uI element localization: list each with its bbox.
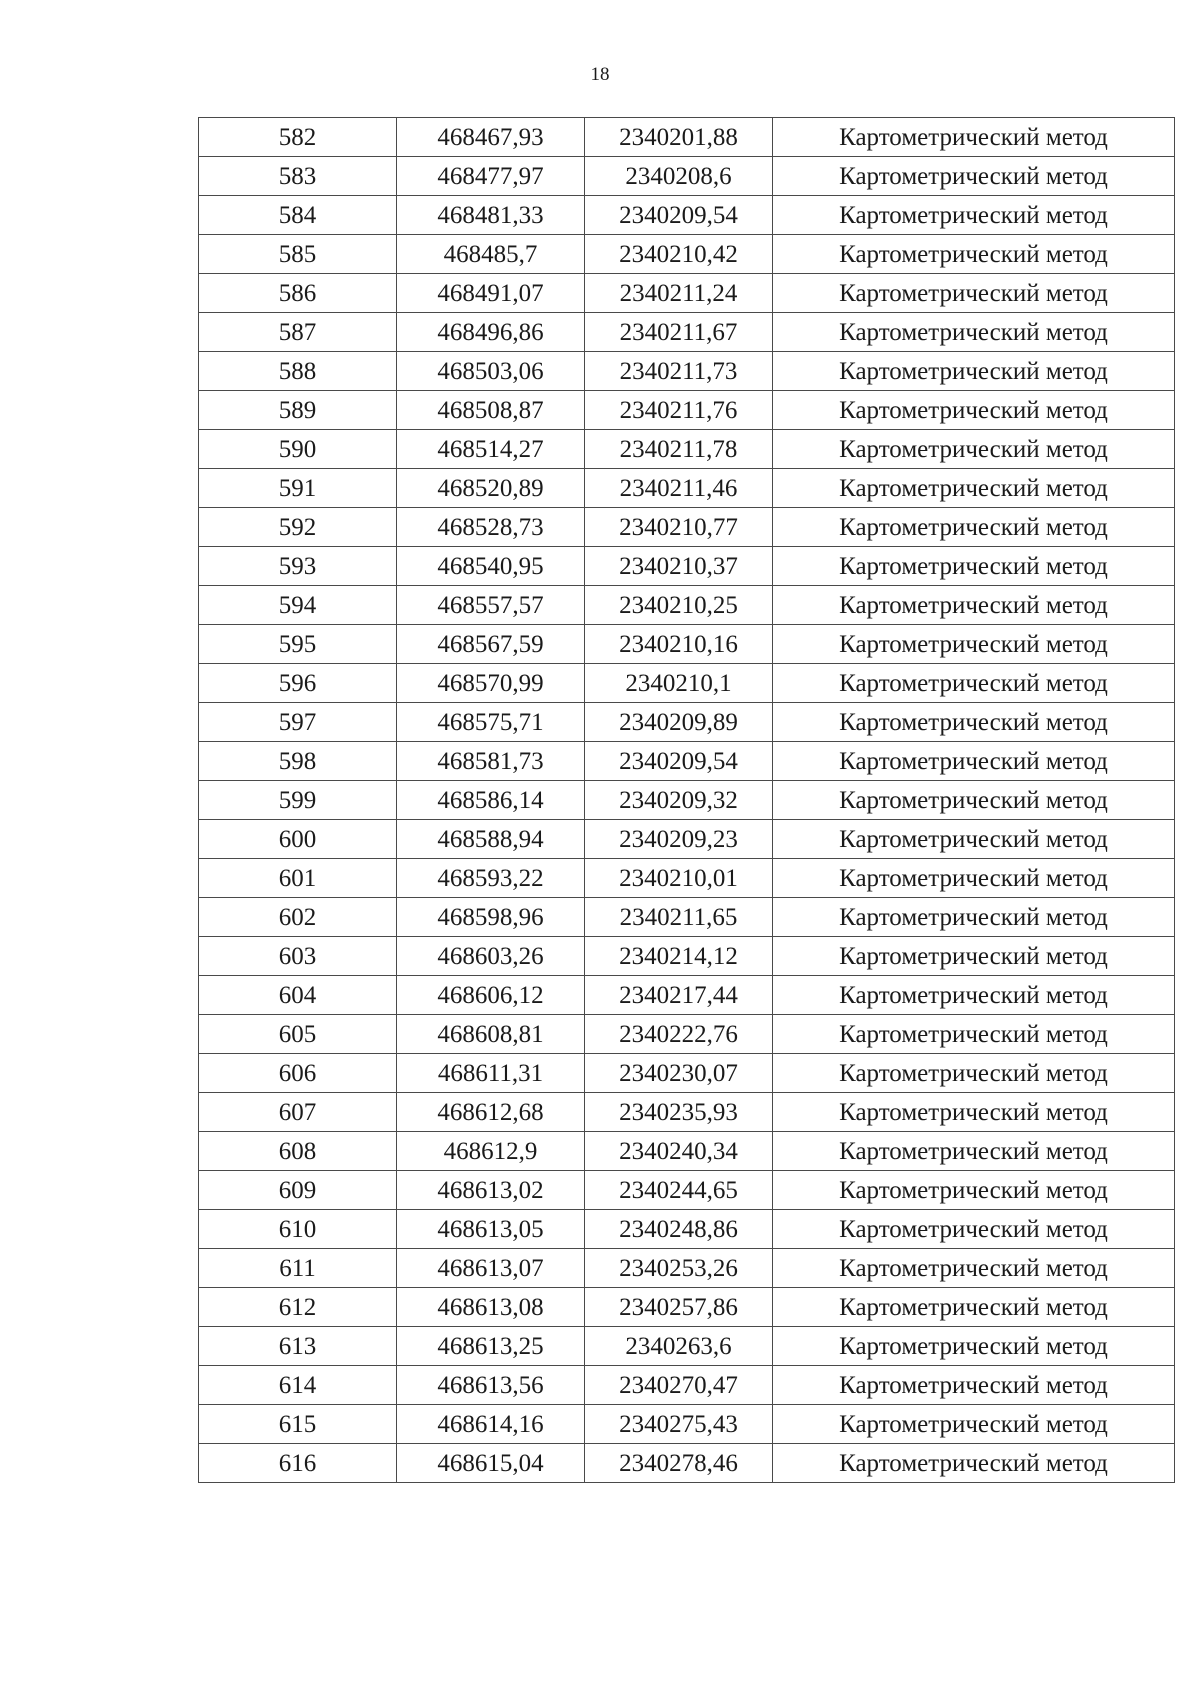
point-number-cell: 601 [199, 859, 397, 898]
page-number: 18 [590, 64, 610, 85]
y-coordinate-cell: 2340214,12 [585, 937, 773, 976]
x-coordinate-cell: 468613,07 [397, 1249, 585, 1288]
point-number-cell: 598 [199, 742, 397, 781]
method-cell: Картометрический метод [773, 1054, 1175, 1093]
table-row [199, 976, 1175, 1015]
point-number-cell: 612 [199, 1288, 397, 1327]
x-coordinate-cell: 468491,07 [397, 274, 585, 313]
method-cell: Картометрический метод [773, 157, 1175, 196]
x-coordinate-cell: 468611,31 [397, 1054, 585, 1093]
point-number-cell: 583 [199, 157, 397, 196]
y-coordinate-cell: 2340201,88 [585, 118, 773, 157]
method-cell: Картометрический метод [773, 235, 1175, 274]
table-row [199, 352, 1175, 391]
table-row [199, 430, 1175, 469]
table-row [199, 1171, 1175, 1210]
y-coordinate-cell: 2340210,77 [585, 508, 773, 547]
point-number-cell: 596 [199, 664, 397, 703]
point-number-cell: 597 [199, 703, 397, 742]
point-number-cell: 616 [199, 1444, 397, 1483]
x-coordinate-cell: 468567,59 [397, 625, 585, 664]
table-row [199, 508, 1175, 547]
x-coordinate-cell: 468575,71 [397, 703, 585, 742]
point-number-cell: 615 [199, 1405, 397, 1444]
point-number-cell: 599 [199, 781, 397, 820]
point-number-cell: 591 [199, 469, 397, 508]
y-coordinate-cell: 2340278,46 [585, 1444, 773, 1483]
method-cell: Картометрический метод [773, 469, 1175, 508]
table-row [199, 118, 1175, 157]
y-coordinate-cell: 2340211,46 [585, 469, 773, 508]
table-row [199, 820, 1175, 859]
table-row [199, 235, 1175, 274]
y-coordinate-cell: 2340270,47 [585, 1366, 773, 1405]
x-coordinate-cell: 468508,87 [397, 391, 585, 430]
table-row [199, 1249, 1175, 1288]
method-cell: Картометрический метод [773, 664, 1175, 703]
point-number-cell: 588 [199, 352, 397, 391]
y-coordinate-cell: 2340208,6 [585, 157, 773, 196]
x-coordinate-cell: 468614,16 [397, 1405, 585, 1444]
y-coordinate-cell: 2340210,16 [585, 625, 773, 664]
point-number-cell: 606 [199, 1054, 397, 1093]
coordinates-table [198, 117, 1175, 1483]
x-coordinate-cell: 468586,14 [397, 781, 585, 820]
method-cell: Картометрический метод [773, 1405, 1175, 1444]
y-coordinate-cell: 2340209,32 [585, 781, 773, 820]
method-cell: Картометрический метод [773, 703, 1175, 742]
y-coordinate-cell: 2340209,89 [585, 703, 773, 742]
y-coordinate-cell: 2340210,42 [585, 235, 773, 274]
table-row [199, 1366, 1175, 1405]
point-number-cell: 608 [199, 1132, 397, 1171]
x-coordinate-cell: 468503,06 [397, 352, 585, 391]
method-cell: Картометрический метод [773, 976, 1175, 1015]
x-coordinate-cell: 468481,33 [397, 196, 585, 235]
x-coordinate-cell: 468613,05 [397, 1210, 585, 1249]
table-row [199, 664, 1175, 703]
point-number-cell: 602 [199, 898, 397, 937]
point-number-cell: 584 [199, 196, 397, 235]
method-cell: Картометрический метод [773, 352, 1175, 391]
method-cell: Картометрический метод [773, 547, 1175, 586]
method-cell: Картометрический метод [773, 1249, 1175, 1288]
point-number-cell: 603 [199, 937, 397, 976]
table-row [199, 274, 1175, 313]
table-row [199, 625, 1175, 664]
method-cell: Картометрический метод [773, 1366, 1175, 1405]
method-cell: Картометрический метод [773, 859, 1175, 898]
x-coordinate-cell: 468485,7 [397, 235, 585, 274]
table-row [199, 547, 1175, 586]
y-coordinate-cell: 2340217,44 [585, 976, 773, 1015]
x-coordinate-cell: 468557,57 [397, 586, 585, 625]
point-number-cell: 607 [199, 1093, 397, 1132]
point-number-cell: 590 [199, 430, 397, 469]
point-number-cell: 586 [199, 274, 397, 313]
x-coordinate-cell: 468613,02 [397, 1171, 585, 1210]
coordinates-table-body [199, 118, 1175, 1483]
table-row [199, 196, 1175, 235]
table-row [199, 703, 1175, 742]
table-row [199, 1444, 1175, 1483]
y-coordinate-cell: 2340263,6 [585, 1327, 773, 1366]
y-coordinate-cell: 2340211,73 [585, 352, 773, 391]
method-cell: Картометрический метод [773, 274, 1175, 313]
table-row [199, 781, 1175, 820]
table-row [199, 1093, 1175, 1132]
y-coordinate-cell: 2340210,37 [585, 547, 773, 586]
y-coordinate-cell: 2340210,01 [585, 859, 773, 898]
point-number-cell: 611 [199, 1249, 397, 1288]
x-coordinate-cell: 468612,9 [397, 1132, 585, 1171]
x-coordinate-cell: 468467,93 [397, 118, 585, 157]
table-row [199, 313, 1175, 352]
method-cell: Картометрический метод [773, 898, 1175, 937]
y-coordinate-cell: 2340210,1 [585, 664, 773, 703]
y-coordinate-cell: 2340275,43 [585, 1405, 773, 1444]
x-coordinate-cell: 468613,25 [397, 1327, 585, 1366]
table-row [199, 898, 1175, 937]
x-coordinate-cell: 468528,73 [397, 508, 585, 547]
method-cell: Картометрический метод [773, 118, 1175, 157]
method-cell: Картометрический метод [773, 430, 1175, 469]
point-number-cell: 610 [199, 1210, 397, 1249]
table-row [199, 1405, 1175, 1444]
y-coordinate-cell: 2340210,25 [585, 586, 773, 625]
method-cell: Картометрический метод [773, 508, 1175, 547]
table-row [199, 859, 1175, 898]
table-row [199, 157, 1175, 196]
point-number-cell: 585 [199, 235, 397, 274]
method-cell: Картометрический метод [773, 1288, 1175, 1327]
y-coordinate-cell: 2340209,54 [585, 196, 773, 235]
x-coordinate-cell: 468477,97 [397, 157, 585, 196]
point-number-cell: 604 [199, 976, 397, 1015]
x-coordinate-cell: 468603,26 [397, 937, 585, 976]
y-coordinate-cell: 2340244,65 [585, 1171, 773, 1210]
x-coordinate-cell: 468581,73 [397, 742, 585, 781]
x-coordinate-cell: 468612,68 [397, 1093, 585, 1132]
method-cell: Картометрический метод [773, 1210, 1175, 1249]
point-number-cell: 605 [199, 1015, 397, 1054]
y-coordinate-cell: 2340248,86 [585, 1210, 773, 1249]
y-coordinate-cell: 2340211,67 [585, 313, 773, 352]
point-number-cell: 582 [199, 118, 397, 157]
y-coordinate-cell: 2340211,65 [585, 898, 773, 937]
y-coordinate-cell: 2340209,23 [585, 820, 773, 859]
method-cell: Картометрический метод [773, 1093, 1175, 1132]
method-cell: Картометрический метод [773, 1015, 1175, 1054]
point-number-cell: 587 [199, 313, 397, 352]
x-coordinate-cell: 468606,12 [397, 976, 585, 1015]
y-coordinate-cell: 2340257,86 [585, 1288, 773, 1327]
table-row [199, 1132, 1175, 1171]
x-coordinate-cell: 468615,04 [397, 1444, 585, 1483]
table-row [199, 1015, 1175, 1054]
point-number-cell: 594 [199, 586, 397, 625]
y-coordinate-cell: 2340211,78 [585, 430, 773, 469]
x-coordinate-cell: 468593,22 [397, 859, 585, 898]
table-row [199, 937, 1175, 976]
table-row [199, 1288, 1175, 1327]
method-cell: Картометрический метод [773, 586, 1175, 625]
method-cell: Картометрический метод [773, 391, 1175, 430]
y-coordinate-cell: 2340230,07 [585, 1054, 773, 1093]
x-coordinate-cell: 468540,95 [397, 547, 585, 586]
method-cell: Картометрический метод [773, 820, 1175, 859]
y-coordinate-cell: 2340211,24 [585, 274, 773, 313]
table-row [199, 586, 1175, 625]
method-cell: Картометрический метод [773, 1171, 1175, 1210]
point-number-cell: 589 [199, 391, 397, 430]
method-cell: Картометрический метод [773, 1327, 1175, 1366]
point-number-cell: 592 [199, 508, 397, 547]
method-cell: Картометрический метод [773, 742, 1175, 781]
point-number-cell: 595 [199, 625, 397, 664]
method-cell: Картометрический метод [773, 313, 1175, 352]
y-coordinate-cell: 2340209,54 [585, 742, 773, 781]
point-number-cell: 593 [199, 547, 397, 586]
x-coordinate-cell: 468514,27 [397, 430, 585, 469]
point-number-cell: 613 [199, 1327, 397, 1366]
x-coordinate-cell: 468598,96 [397, 898, 585, 937]
table-row [199, 1210, 1175, 1249]
table-row [199, 1327, 1175, 1366]
table-row [199, 391, 1175, 430]
y-coordinate-cell: 2340240,34 [585, 1132, 773, 1171]
x-coordinate-cell: 468588,94 [397, 820, 585, 859]
y-coordinate-cell: 2340235,93 [585, 1093, 773, 1132]
method-cell: Картометрический метод [773, 1132, 1175, 1171]
method-cell: Картометрический метод [773, 1444, 1175, 1483]
point-number-cell: 614 [199, 1366, 397, 1405]
method-cell: Картометрический метод [773, 625, 1175, 664]
point-number-cell: 600 [199, 820, 397, 859]
method-cell: Картометрический метод [773, 196, 1175, 235]
x-coordinate-cell: 468520,89 [397, 469, 585, 508]
x-coordinate-cell: 468613,56 [397, 1366, 585, 1405]
x-coordinate-cell: 468570,99 [397, 664, 585, 703]
x-coordinate-cell: 468496,86 [397, 313, 585, 352]
y-coordinate-cell: 2340211,76 [585, 391, 773, 430]
x-coordinate-cell: 468608,81 [397, 1015, 585, 1054]
y-coordinate-cell: 2340222,76 [585, 1015, 773, 1054]
method-cell: Картометрический метод [773, 781, 1175, 820]
table-row [199, 469, 1175, 508]
y-coordinate-cell: 2340253,26 [585, 1249, 773, 1288]
method-cell: Картометрический метод [773, 937, 1175, 976]
point-number-cell: 609 [199, 1171, 397, 1210]
table-row [199, 742, 1175, 781]
x-coordinate-cell: 468613,08 [397, 1288, 585, 1327]
table-row [199, 1054, 1175, 1093]
